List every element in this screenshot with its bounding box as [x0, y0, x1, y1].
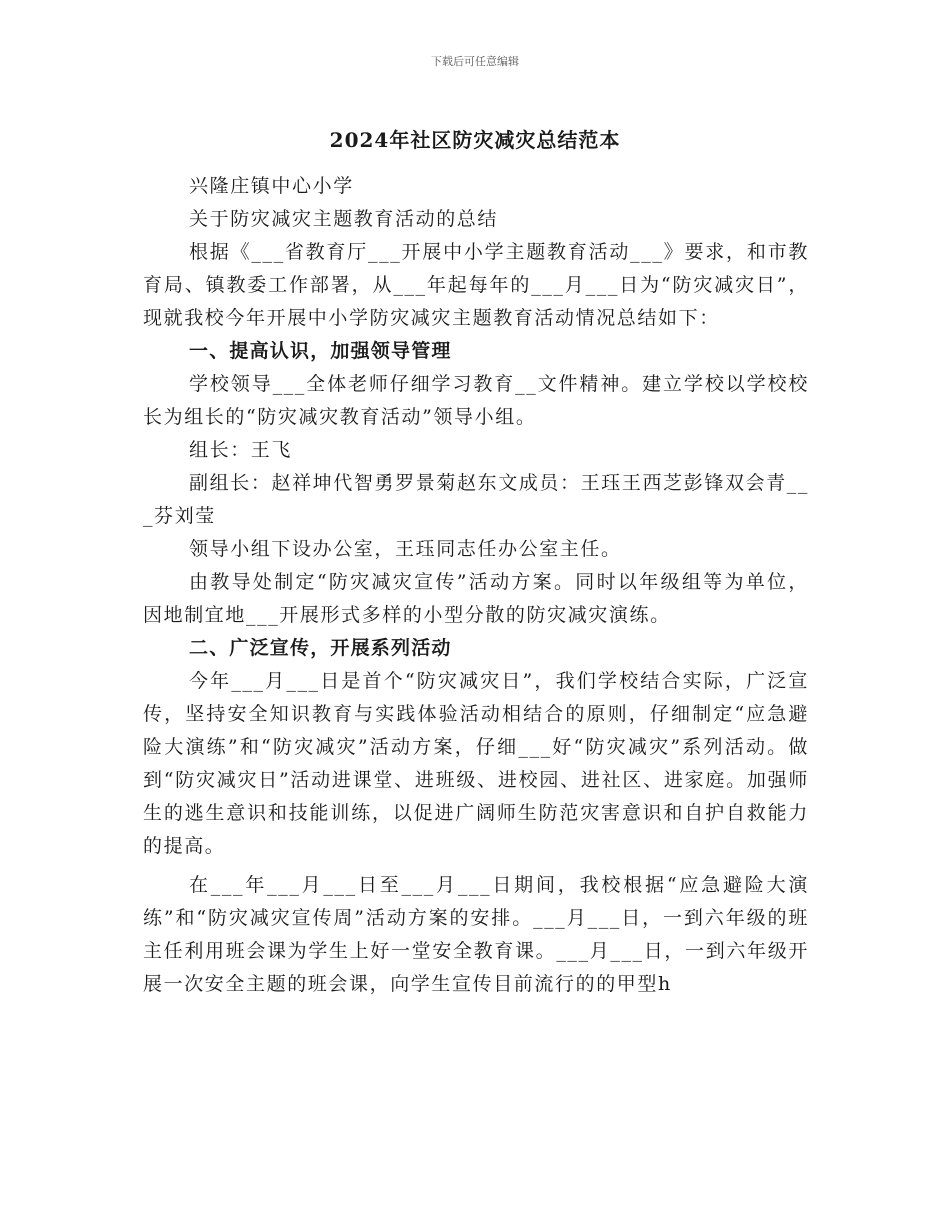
paragraph: 根据《___省教育厅___开展中小学主题教育活动___》要求，和市教育局、镇教委工作部署，从___年起每年的___月___日为“防灾减灾日”，现就我校今年开展中小学防灾减灾主题教育活动情况总结如下： — [143, 241, 809, 329]
document-title: 2024年社区防灾减灾总结范本 — [329, 128, 621, 152]
section-heading: 二、广泛宣传，开展系列活动 — [189, 637, 452, 659]
paragraph: 在___年___月___日至___月___日期间，我校根据“应急避险大演练”和“防灾减灾宣传周”活动方案的安排。___月___日，一到六年级的班主任利用班会课为学生上好一堂安全教育课。___月___日，一到六年级开展一次安全主题的班会课，向学生宣传目前流行的的甲型h — [143, 874, 809, 995]
paragraph: 组长：王飞 — [189, 439, 293, 461]
paragraph: 关于防灾减灾主题教育活动的总结 — [189, 208, 499, 230]
paragraph: 今年___月___日是首个“防灾减灾日”，我们学校结合实际，广泛宣传，坚持安全知识教育与实践体验活动相结合的原则，仔细制定“应急避险大演练”和“防灾减灾”活动方案，仔细___好“防灾减灾”系列活动。做到“防灾减灾日”活动进课堂、进班级、进校园、进社区、进家庭。加强师生的逃生意识和技能训练，以促进广阔师生防范灾害意识和自护自救能力的提高。 — [143, 670, 809, 857]
paragraph: 副组长：赵祥坤代智勇罗景菊赵东文成员：王珏王西芝彭锋双会青___芬刘莹 — [143, 472, 809, 527]
paragraph: 领导小组下设办公室，王珏同志任办公室主任。 — [189, 538, 622, 560]
section-heading: 一、提高认识，加强领导管理 — [189, 340, 452, 362]
paragraph: 学校领导___全体老师仔细学习教育__文件精神。建立学校以学校校长为组长的“防灾减灾教育活动”领导小组。 — [143, 373, 809, 428]
paragraph: 由教导处制定“防灾减灾宣传”活动方案。同时以年级组等为单位，因地制宜地___开展形式多样的小型分散的防灾减灾演练。 — [143, 571, 809, 626]
header-note: 下载后可任意编辑 — [431, 55, 519, 68]
document-body — [143, 170, 809, 1001]
paragraph: 兴隆庄镇中心小学 — [189, 175, 354, 197]
